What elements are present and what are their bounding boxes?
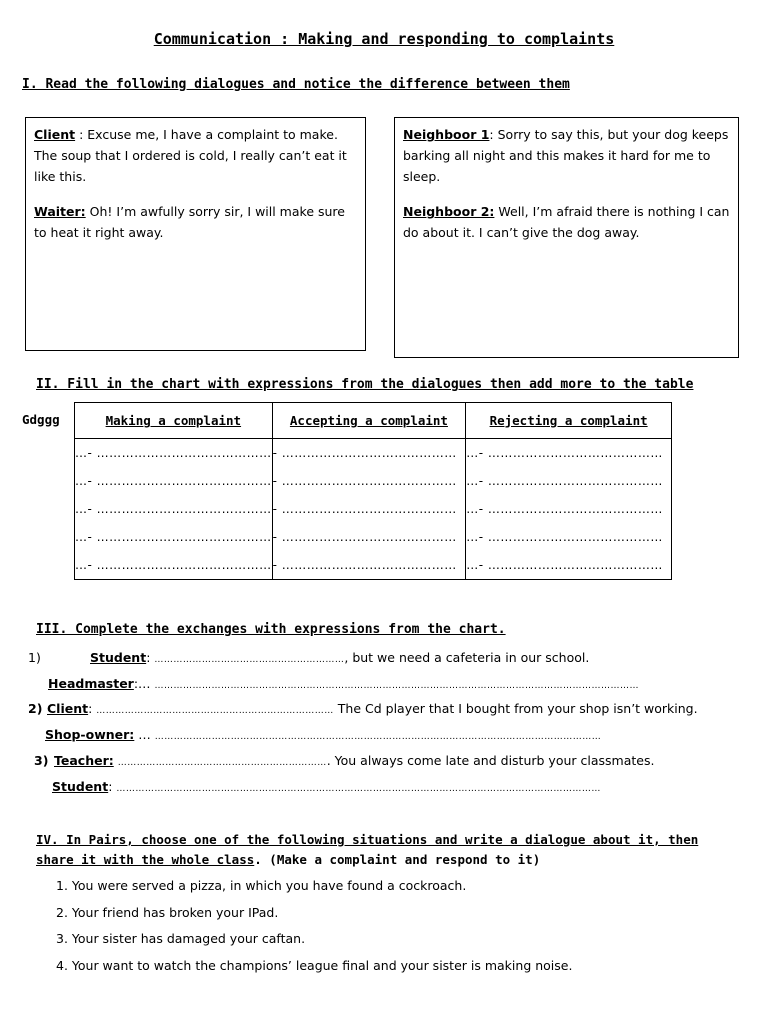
section-3-heading: III. Complete the exchanges with expressions from the chart. — [36, 622, 506, 637]
table-cell[interactable]: …- …………………………………… — [466, 523, 672, 551]
side-label: Gdggg — [22, 412, 60, 427]
table-row — [75, 523, 672, 551]
situation-item: 2. Your friend has broken your IPad. — [56, 905, 279, 920]
column-header: Accepting a complaint — [272, 403, 466, 439]
exchange-line: Headmaster:… ……………………………………………………………………………………………………………………………………… — [48, 676, 640, 691]
dialogue-box-2 — [394, 117, 739, 358]
table-cell[interactable]: …- …………………………………… — [75, 439, 273, 468]
table-cell[interactable]: - …………………………………… — [272, 551, 466, 580]
table-row — [75, 467, 672, 495]
exchange-line: Student: ……………………………………………………………………………………………………………………………………… — [52, 779, 601, 794]
exchange-line — [34, 753, 654, 768]
dialogue-text: Sorry to say this, but your dog keeps barking all night and this makes it hard for me to sleep. — [403, 127, 729, 184]
column-header: Rejecting a complaint — [466, 403, 672, 439]
section-1-heading: I. Read the following dialogues and notice the difference between them — [22, 77, 570, 92]
item-number: 3) — [34, 753, 49, 768]
table-cell[interactable]: …- …………………………………… — [75, 495, 273, 523]
table-cell[interactable]: …- …………………………………… — [466, 439, 672, 468]
situation-item: 3. Your sister has damaged your caftan. — [56, 931, 306, 946]
table-cell[interactable]: - …………………………………… — [272, 439, 466, 468]
speaker-label: Shop-owner: — [45, 727, 135, 742]
speaker-label: Waiter: — [34, 204, 86, 219]
expressions-chart — [74, 402, 672, 580]
situation-item: 1. You were served a pizza, in which you have found a cockroach. — [56, 878, 467, 893]
dialogue-line: Client : Excuse me, I have a complaint to make. The soup that I ordered is cold, I really can’t eat it like this. — [34, 127, 347, 184]
speaker-label: Teacher: — [54, 753, 114, 768]
table-cell[interactable]: …- …………………………………… — [466, 495, 672, 523]
speaker-label: Headmaster — [48, 676, 134, 691]
dialogue-line: Neighboor 1: Sorry to say this, but your dog keeps barking all night and this makes it hard for me to sleep. — [403, 127, 729, 184]
table-cell[interactable]: …- …………………………………… — [466, 551, 672, 580]
table-row — [75, 439, 672, 468]
dialogue-text: Well, I’m afraid there is nothing I can do about it. I can’t give the dog away. — [403, 204, 730, 240]
blank-line[interactable]: …………………………………………………………………………………………………………………………… — [154, 732, 602, 742]
column-header: Making a complaint — [75, 403, 273, 439]
item-number: 2) — [28, 701, 43, 716]
section-4-heading-line-2: share it with the whole class. (Make a complaint and respond to it) — [36, 852, 541, 867]
exchange-text: . You always come late and disturb your classmates. — [326, 753, 655, 768]
speaker-label: Client — [34, 127, 76, 142]
page-title: Communication : Making and responding to complaints — [153, 30, 615, 48]
dialogue-text: Excuse me, I have a complaint to make. The soup that I ordered is cold, I really can’t eat it like this. — [34, 127, 347, 184]
dialogue-line — [34, 201, 357, 243]
table-cell[interactable]: …- …………………………………… — [466, 467, 672, 495]
table-cell[interactable]: …- …………………………………… — [75, 523, 273, 551]
dialogue-line — [403, 201, 730, 243]
blank-line[interactable]: …………………………………………………… — [154, 655, 345, 665]
section-4-heading-line-1: IV. In Pairs, choose one of the following situations and write a dialogue about it, then — [36, 832, 699, 847]
table-row — [75, 495, 672, 523]
table-cell[interactable]: …- …………………………………… — [75, 467, 273, 495]
blank-line[interactable]: ………………………………………………………………… — [96, 706, 334, 716]
exchange-text: , but we need a cafeteria in our school. — [344, 650, 590, 665]
section-2-heading: II. Fill in the chart with expressions from the dialogues then add more to the table — [36, 377, 694, 392]
blank-line[interactable]: ……………………………………………………………………………………………………………………………………… — [116, 784, 601, 794]
speaker-label: Student — [52, 779, 109, 794]
situation-item: 4. Your want to watch the champions’ league final and your sister is making noise. — [56, 958, 573, 973]
exchange-line: 1) Student: ……………………………………………………, but we need a cafeteria in our school. — [28, 650, 590, 665]
speaker-label: Client — [47, 701, 89, 716]
table-row — [75, 551, 672, 580]
blank-line[interactable]: ………………………………………………………… — [117, 758, 327, 768]
blank-line[interactable]: ……………………………………………………………………………………………………………………………………… — [154, 681, 640, 691]
exchange-line: Shop-owner: … …………………………………………………………………………………………………………………………… — [45, 727, 602, 742]
item-number: 1) — [28, 650, 41, 665]
speaker-label: Neighboor 2: — [403, 204, 495, 219]
table-cell[interactable]: - …………………………………… — [272, 523, 466, 551]
exchange-line: 2) Client: ………………………………………………………………… The Cd player that I bought from your shop isn’t working. — [28, 701, 698, 716]
speaker-label: Neighboor 1 — [403, 127, 490, 142]
table-cell[interactable]: …- …………………………………… — [75, 551, 273, 580]
dialogue-text: Oh! I’m awfully sorry sir, I will make sure to heat it right away. — [34, 204, 345, 240]
speaker-label: Student — [90, 650, 147, 665]
table-cell[interactable]: - …………………………………… — [272, 495, 466, 523]
table-cell[interactable]: - …………………………………… — [272, 467, 466, 495]
exchange-text: The Cd player that I bought from your shop isn’t working. — [333, 701, 698, 716]
dialogue-box-1 — [25, 117, 366, 351]
